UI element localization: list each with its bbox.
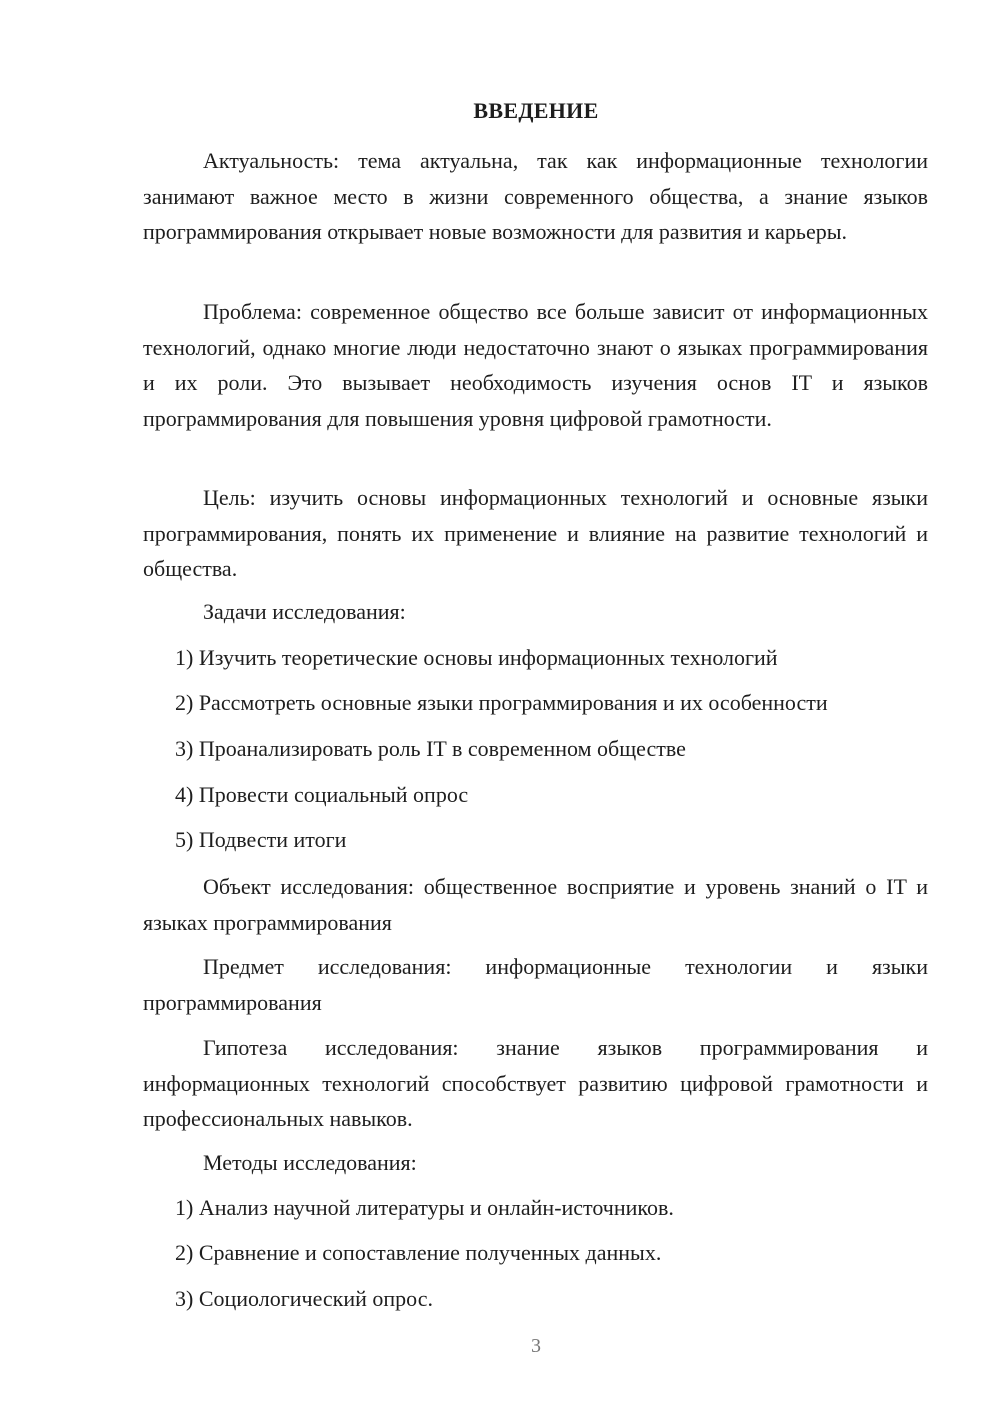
hypothesis-paragraph: Гипотеза исследования: знание языков программирования и информационных технологий способствует развитию цифровой грамотности и профессиональных навыков. — [143, 1035, 928, 1131]
subject-paragraph: Предмет исследования: информационные технологии и языки программирования — [143, 954, 928, 1015]
relevance-paragraph: Актуальность: тема актуальна, так как информационные технологии занимают важное место в жизни современного общества, а знание языков программирования открывает новые возможности для развития и карьеры. — [143, 148, 928, 244]
list-item: 3) Проанализировать роль IT в современном обществе — [175, 736, 686, 761]
goal-paragraph: Цель: изучить основы информационных технологий и основные языки программирования, понять их применение и влияние на развитие технологий и общества. — [143, 485, 928, 581]
object-paragraph: Объект исследования: общественное восприятие и уровень знаний о IT и языках программирования — [143, 874, 928, 935]
list-item: 1) Изучить теоретические основы информационных технологий — [175, 645, 778, 670]
list-item: 2) Сравнение и сопоставление полученных данных. — [175, 1240, 662, 1265]
problem-paragraph: Проблема: современное общество все больше зависит от информационных технологий, однако многие люди недостаточно знают о языках программирования и их роли. Это вызывает необходимость изучения основ IT и языков программирования для повышения уровня цифровой грамотности. — [143, 299, 928, 431]
list-item: 2) Рассмотреть основные языки программирования и их особенности — [175, 690, 828, 715]
list-item: 3) Социологический опрос. — [175, 1286, 433, 1311]
list-item: 4) Провести социальный опрос — [175, 782, 469, 807]
methods-title: Методы исследования: — [203, 1150, 417, 1175]
list-item: 1) Анализ научной литературы и онлайн-источников. — [175, 1195, 674, 1220]
tasks-title: Задачи исследования: — [203, 599, 406, 624]
list-item: 5) Подвести итоги — [175, 827, 347, 852]
page-number: 3 — [531, 1335, 541, 1357]
section-heading: ВВЕДЕНИЕ — [473, 98, 599, 123]
